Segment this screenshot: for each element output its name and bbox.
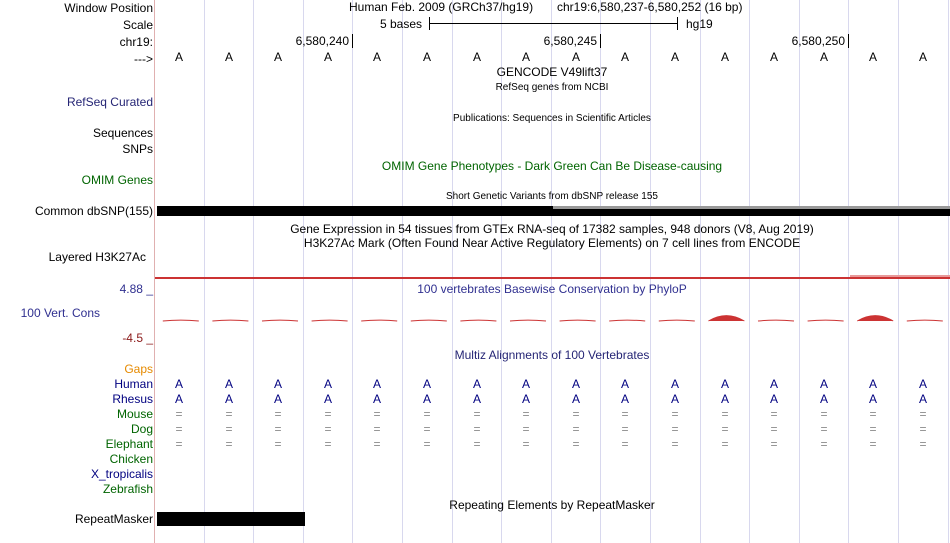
alignment-cell: A bbox=[670, 392, 679, 406]
alignment-cell: = bbox=[820, 422, 828, 436]
grid-line bbox=[303, 0, 304, 543]
alignment-cell: = bbox=[175, 407, 183, 421]
dna-base: A bbox=[571, 50, 580, 64]
dna-base: A bbox=[769, 50, 778, 64]
alignment-cell: A bbox=[224, 377, 233, 391]
repeatmasker-title[interactable]: Repeating Elements by RepeatMasker bbox=[449, 498, 655, 512]
phylop-mark bbox=[609, 320, 645, 321]
phylop-mark bbox=[312, 320, 348, 321]
species-label-mouse[interactable]: Mouse bbox=[116, 407, 153, 421]
alignment-cell: = bbox=[373, 437, 381, 451]
grid-line bbox=[898, 0, 899, 543]
species-label-zebrafish[interactable]: Zebrafish bbox=[102, 482, 153, 496]
alignment-cell: A bbox=[323, 377, 332, 391]
alignment-cell: A bbox=[224, 392, 233, 406]
alignment-cell: = bbox=[671, 422, 679, 436]
dna-base: A bbox=[174, 50, 183, 64]
alignment-cell: = bbox=[324, 422, 332, 436]
alignment-cell: = bbox=[919, 422, 927, 436]
alignment-cell: = bbox=[572, 422, 580, 436]
refseq-title[interactable]: RefSeq genes from NCBI bbox=[495, 82, 609, 93]
scale-bases: 5 bases bbox=[380, 17, 423, 31]
vert-cons-label[interactable]: 100 Vert. Cons bbox=[20, 306, 100, 320]
alignment-cell: A bbox=[273, 377, 282, 391]
alignment-cell: = bbox=[919, 437, 927, 451]
alignment-cell: = bbox=[721, 422, 729, 436]
conservation-title[interactable]: 100 vertebrates Basewise Conservation by PhyloP bbox=[417, 282, 687, 296]
h3k27ac-title[interactable]: H3K27Ac Mark (Often Found Near Active Regulatory Elements) on 7 cell lines from ENCODE bbox=[303, 236, 801, 250]
dbsnp-bar-shade bbox=[553, 206, 950, 209]
alignment-cell: = bbox=[770, 407, 778, 421]
common-dbsnp-label[interactable]: Common dbSNP(155) bbox=[34, 204, 153, 218]
alignment-cell: = bbox=[671, 407, 679, 421]
alignment-cell: = bbox=[522, 437, 530, 451]
conservation-min-label: -4.5 _ bbox=[122, 331, 153, 345]
alignment-cell: A bbox=[323, 392, 332, 406]
species-label-elephant[interactable]: Elephant bbox=[105, 437, 153, 451]
repeatmasker-element[interactable] bbox=[157, 512, 305, 526]
alignment-cell: A bbox=[521, 377, 530, 391]
alignment-cell: = bbox=[324, 407, 332, 421]
dna-base: A bbox=[521, 50, 530, 64]
alignment-cell: = bbox=[721, 437, 729, 451]
strand-arrow-label: ---> bbox=[134, 52, 153, 66]
alignment-cell: A bbox=[174, 377, 183, 391]
grid-line bbox=[452, 0, 453, 543]
alignment-cell: = bbox=[175, 422, 183, 436]
alignment-cell: A bbox=[868, 392, 877, 406]
phylop-mark bbox=[361, 320, 397, 321]
alignment-cell: A bbox=[670, 377, 679, 391]
alignment-cell: A bbox=[769, 377, 778, 391]
grid-line bbox=[948, 0, 949, 543]
alignment-cell: = bbox=[869, 422, 877, 436]
publications-title[interactable]: Publications: Sequences in Scientific Articles bbox=[453, 113, 651, 124]
alignment-cell: = bbox=[671, 437, 679, 451]
alignment-cell: = bbox=[423, 437, 431, 451]
phylop-mark bbox=[212, 320, 248, 321]
alignment-cell: A bbox=[571, 392, 580, 406]
dna-base: A bbox=[323, 50, 332, 64]
grid-line bbox=[848, 0, 849, 543]
alignment-cell: = bbox=[324, 437, 332, 451]
phylop-mark bbox=[560, 320, 596, 321]
alignment-cell: A bbox=[918, 392, 927, 406]
alignment-cell: A bbox=[620, 377, 629, 391]
species-label-chicken[interactable]: Chicken bbox=[109, 452, 153, 466]
grid-line bbox=[402, 0, 403, 543]
alignment-cell: = bbox=[621, 437, 629, 451]
dna-base: A bbox=[224, 50, 233, 64]
species-label-dog[interactable]: Dog bbox=[130, 422, 153, 436]
dna-base: A bbox=[819, 50, 828, 64]
dbsnp-title[interactable]: Short Genetic Variants from dbSNP release 155 bbox=[446, 191, 658, 202]
alignment-cell: = bbox=[869, 437, 877, 451]
snps-label[interactable]: SNPs bbox=[122, 142, 153, 156]
alignment-cell: = bbox=[770, 437, 778, 451]
ruler-label: chr19: bbox=[119, 35, 153, 49]
dna-base: A bbox=[273, 50, 282, 64]
alignment-cell: = bbox=[770, 422, 778, 436]
alignment-cell: A bbox=[372, 392, 381, 406]
grid-line bbox=[650, 0, 651, 543]
layered-h3k27ac-label[interactable]: Layered H3K27Ac bbox=[48, 250, 146, 264]
alignment-cell: A bbox=[472, 377, 481, 391]
h3k27ac-signal-peak bbox=[850, 275, 950, 277]
species-label-x-tropicalis[interactable]: X_tropicalis bbox=[90, 467, 153, 481]
ruler-tick-label: 6,580,240 bbox=[295, 34, 349, 48]
dna-base: A bbox=[620, 50, 629, 64]
alignment-cell: = bbox=[175, 437, 183, 451]
alignment-cell: = bbox=[225, 407, 233, 421]
omim-title[interactable]: OMIM Gene Phenotypes - Dark Green Can Be Disease-causing bbox=[381, 159, 723, 173]
alignment-cell: = bbox=[423, 422, 431, 436]
conservation-max-label: 4.88 _ bbox=[119, 282, 153, 296]
ruler-tick bbox=[600, 34, 601, 48]
phylop-mark bbox=[907, 320, 943, 321]
alignment-cell: = bbox=[572, 437, 580, 451]
alignment-cell: A bbox=[819, 392, 828, 406]
dna-base: A bbox=[868, 50, 877, 64]
scale-db: hg19 bbox=[686, 17, 713, 31]
phylop-conservation-plot[interactable] bbox=[155, 312, 950, 332]
gaps-label: Gaps bbox=[124, 362, 153, 376]
species-label-human[interactable]: Human bbox=[114, 377, 153, 391]
alignment-cell: = bbox=[522, 407, 530, 421]
alignment-cell: A bbox=[769, 392, 778, 406]
phylop-mark bbox=[460, 320, 496, 321]
alignment-cell: = bbox=[473, 422, 481, 436]
h3k27ac-signal[interactable] bbox=[155, 277, 950, 279]
alignment-cell: A bbox=[174, 392, 183, 406]
dna-base: A bbox=[472, 50, 481, 64]
alignment-cell: = bbox=[225, 422, 233, 436]
species-label-rhesus[interactable]: Rhesus bbox=[112, 392, 153, 406]
alignment-cell: = bbox=[621, 422, 629, 436]
alignment-cell: A bbox=[273, 392, 282, 406]
alignment-cell: = bbox=[473, 407, 481, 421]
alignment-cell: A bbox=[620, 392, 629, 406]
alignment-cell: = bbox=[225, 437, 233, 451]
alignment-cell: A bbox=[472, 392, 481, 406]
phylop-mark bbox=[659, 320, 695, 321]
ruler-tick bbox=[848, 34, 849, 48]
label-separator bbox=[154, 0, 155, 543]
dna-base: A bbox=[670, 50, 679, 64]
grid-line bbox=[352, 0, 353, 543]
alignment-cell: A bbox=[720, 392, 729, 406]
dna-base: A bbox=[372, 50, 381, 64]
alignment-cell: = bbox=[373, 407, 381, 421]
phylop-mark bbox=[808, 320, 844, 321]
refseq-curated-label[interactable]: RefSeq Curated bbox=[66, 95, 153, 109]
alignment-cell: A bbox=[868, 377, 877, 391]
alignment-cell: A bbox=[422, 392, 431, 406]
alignment-cell: = bbox=[373, 422, 381, 436]
phylop-mark bbox=[411, 320, 447, 321]
alignment-cell: = bbox=[721, 407, 729, 421]
phylop-mark bbox=[262, 320, 298, 321]
alignment-cell: = bbox=[423, 407, 431, 421]
ruler-tick-label: 6,580,250 bbox=[791, 34, 845, 48]
omim-genes-label[interactable]: OMIM Genes bbox=[81, 173, 153, 187]
grid-line bbox=[204, 0, 205, 543]
alignment-cell: = bbox=[621, 407, 629, 421]
alignment-cell: A bbox=[422, 377, 431, 391]
window-position-label: Window Position bbox=[64, 1, 153, 15]
phylop-mark bbox=[857, 316, 893, 321]
alignment-cell: = bbox=[274, 407, 282, 421]
alignment-cell: A bbox=[521, 392, 530, 406]
gtex-title[interactable]: Gene Expression in 54 tissues from GTEx RNA-seq of 17382 samples, 948 donors (V8, Aug 2019) bbox=[290, 222, 814, 236]
alignment-cell: A bbox=[720, 377, 729, 391]
alignment-cell: = bbox=[869, 407, 877, 421]
grid-line bbox=[799, 0, 800, 543]
alignment-cell: = bbox=[820, 407, 828, 421]
repeatmasker-label[interactable]: RepeatMasker bbox=[74, 512, 153, 526]
grid-line bbox=[749, 0, 750, 543]
ruler-tick-label: 6,580,245 bbox=[543, 34, 597, 48]
window-coords: chr19:6,580,237-6,580,252 (16 bp) bbox=[557, 0, 743, 14]
dna-base: A bbox=[720, 50, 729, 64]
phylop-mark bbox=[510, 320, 546, 321]
multiz-title[interactable]: Multiz Alignments of 100 Vertebrates bbox=[454, 348, 650, 362]
alignment-cell: = bbox=[274, 422, 282, 436]
phylop-mark bbox=[163, 320, 199, 321]
alignment-cell: = bbox=[919, 407, 927, 421]
dna-base: A bbox=[918, 50, 927, 64]
sequences-label[interactable]: Sequences bbox=[92, 126, 153, 140]
assembly-title: Human Feb. 2009 (GRCh37/hg19) bbox=[349, 0, 534, 14]
alignment-cell: = bbox=[473, 437, 481, 451]
dna-base: A bbox=[422, 50, 431, 64]
alignment-cell: = bbox=[522, 422, 530, 436]
alignment-cell: A bbox=[918, 377, 927, 391]
phylop-mark bbox=[758, 320, 794, 321]
alignment-cell: A bbox=[819, 377, 828, 391]
scale-label: Scale bbox=[122, 18, 153, 32]
alignment-cell: = bbox=[572, 407, 580, 421]
alignment-cell: = bbox=[820, 437, 828, 451]
alignment-cell: = bbox=[274, 437, 282, 451]
gencode-title[interactable]: GENCODE V49lift37 bbox=[496, 65, 608, 79]
ruler-tick bbox=[352, 34, 353, 48]
grid-line bbox=[700, 0, 701, 543]
alignment-cell: A bbox=[372, 377, 381, 391]
grid-line bbox=[253, 0, 254, 543]
alignment-cell: A bbox=[571, 377, 580, 391]
phylop-mark bbox=[708, 316, 744, 321]
